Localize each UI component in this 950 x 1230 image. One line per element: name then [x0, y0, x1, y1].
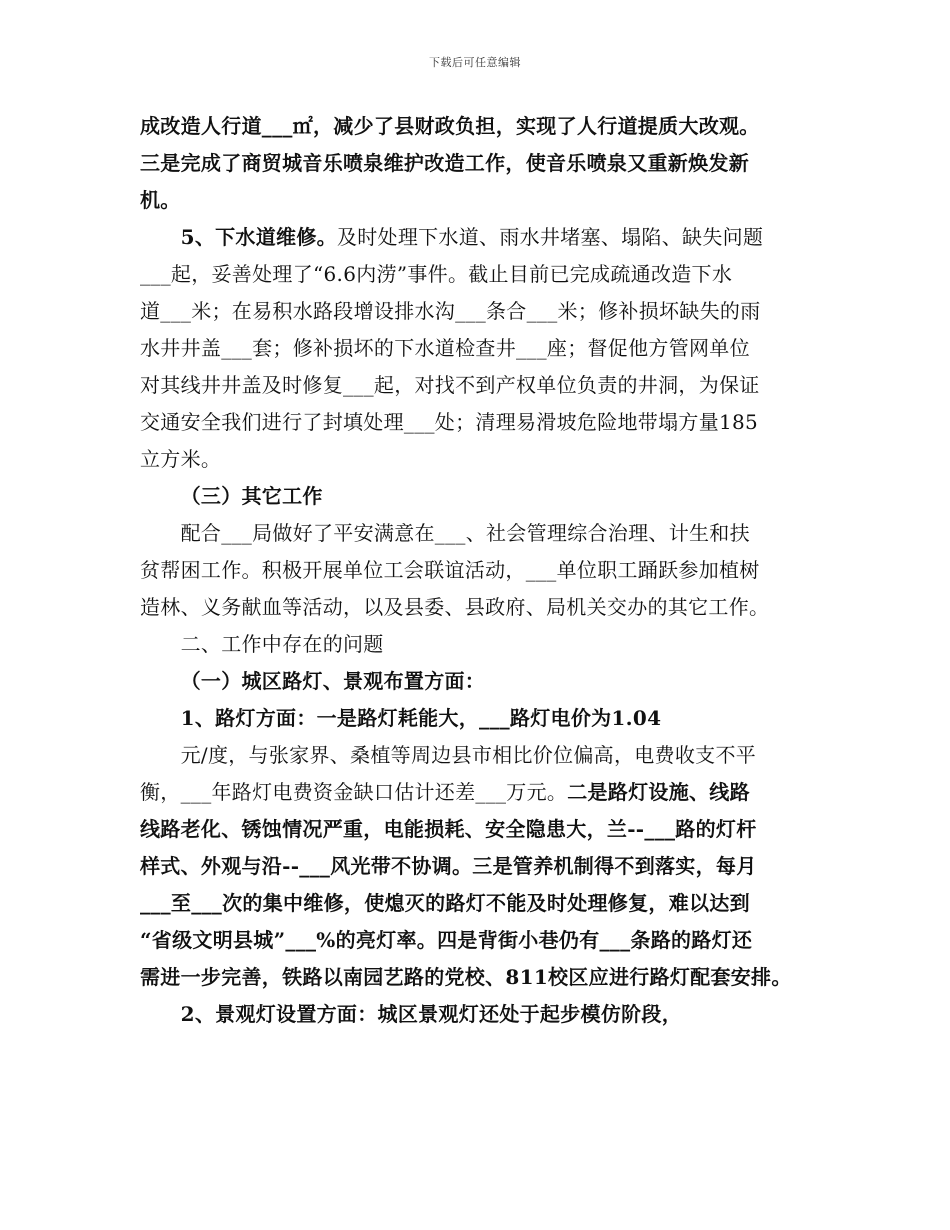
text-line [140, 219, 816, 256]
text-line: 成改造人行道___㎡，减少了县财政负担，实现了人行道提质大改观。 [140, 114, 760, 138]
text-span: 2、景观灯设置方面：城区景观灯还处于起步模仿阶段， [180, 1002, 683, 1026]
text-span: 及时处理下水道、雨水井堵塞、塌陷、缺失问题 [336, 225, 764, 249]
text-line: ___至___次的集中维修，使熄灭的路灯不能及时处理修复，难以达到 [140, 891, 750, 915]
text-line [140, 737, 816, 774]
text-line: 需进一步完善，铁路以南园艺路的党校、811校区应进行路灯配套安排。 [140, 965, 792, 989]
text-span: 配合___局做好了平安满意在___、社会管理综合治理、计生和扶 [180, 521, 750, 545]
text-line: 机。 [140, 188, 181, 212]
text-line: “省级文明县城”___%的亮灯率。四是背街小巷仍有___条路的路灯还 [140, 928, 753, 952]
text-line: 水井井盖___套；修补损坏的下水道检查井___座；督促他方管网单位 [140, 336, 750, 360]
text-line: 立方米。 [140, 447, 222, 471]
text-line [140, 996, 816, 1033]
text-line [140, 663, 816, 700]
section-heading: 二、工作中存在的问题 [180, 632, 384, 656]
text-span: 1、路灯方面：一是路灯耗能大，___路灯电价为1.04 [180, 706, 662, 730]
document-body [140, 108, 816, 1033]
text-line: 对其线井井盖及时修复___起，对找不到产权单位负责的井洞，为保证 [140, 373, 760, 397]
text-line [140, 478, 816, 515]
text-span: 元/度，与张家界、桑植等周边县市相比价位偏高，电费收支不平 [180, 743, 757, 767]
text-line [140, 700, 816, 737]
text-line: 交通安全我们进行了封填处理___处；清理易滑坡危险地带塌方量185 [140, 410, 759, 434]
text-line [140, 626, 816, 663]
text-line [140, 774, 816, 811]
text-line: ___起，妥善处理了“6.6内涝”事件。截止目前已完成疏通改造下水 [140, 262, 733, 286]
text-line: 造林、义务献血等活动，以及县委、县政府、局机关交办的其它工作。 [140, 595, 770, 619]
text-line: 三是完成了商贸城音乐喷泉维护改造工作，使音乐喷泉又重新焕发新 [140, 151, 749, 175]
section-heading: （三）其它工作 [180, 484, 323, 508]
section-heading: 5、下水道维修。 [180, 225, 337, 249]
text-span: 衡，___年路灯电费资金缺口估计还差___万元。 [140, 780, 568, 804]
text-span: 二是路灯设施、线路 [567, 780, 750, 804]
text-line: 样式、外观与沿--___风光带不协调。三是管养机制得不到落实，每月 [140, 854, 757, 878]
text-line: 线路老化、锈蚀情况严重，电能损耗、安全隐患大，兰--___路的灯杆 [140, 817, 757, 841]
section-heading: （一）城区路灯、景观布置方面： [180, 669, 486, 693]
text-line: 道___米；在易积水路段增设排水沟___条合___米；修补损坏缺失的雨 [140, 299, 761, 323]
page-header: 下载后可任意编辑 [429, 56, 521, 69]
text-line [140, 515, 816, 552]
text-line: 贫帮困工作。积极开展单位工会联谊活动，___单位职工踊跃参加植树 [140, 558, 760, 582]
